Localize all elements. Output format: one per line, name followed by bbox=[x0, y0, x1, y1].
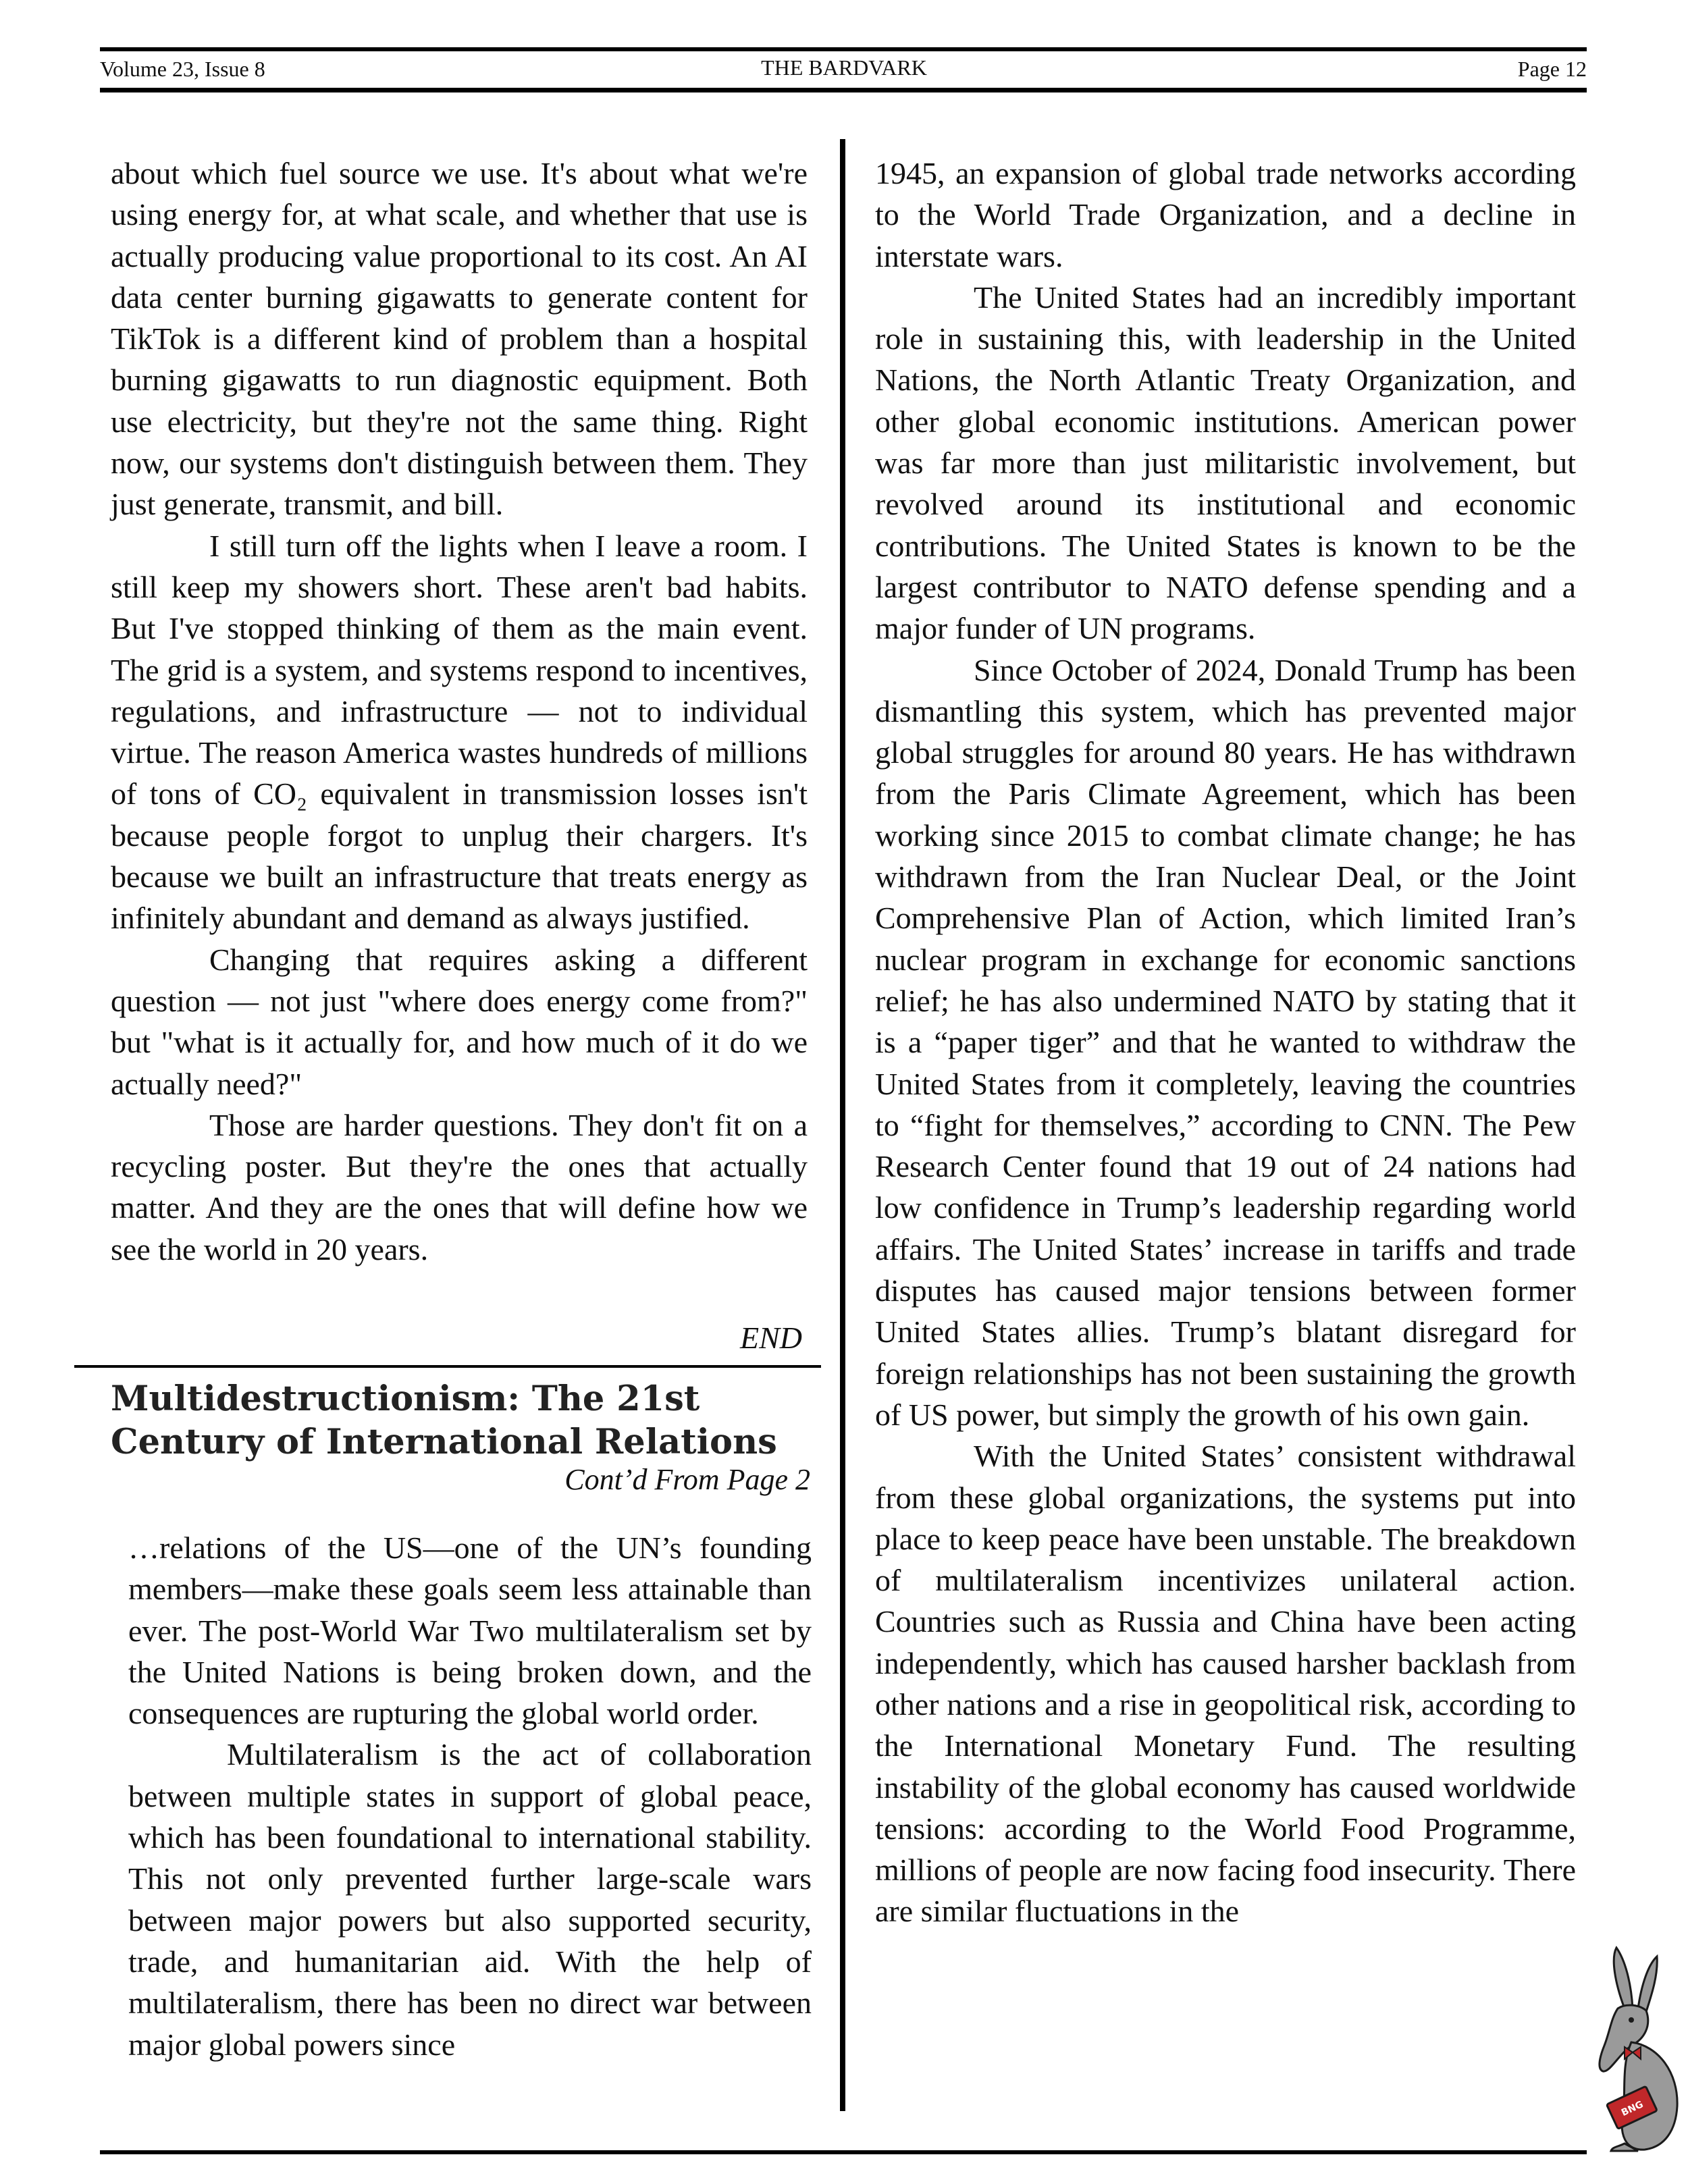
paragraph: …relations of the US—one of the UN’s founding members—make these goals seem less attainable than ever. The post-World War Two multilateralism set by the United Nations is being broken down, and the consequences are rupturing the global world order. bbox=[128, 1530, 812, 1731]
article-end-marker: END bbox=[740, 1321, 802, 1355]
aardvark-mascot-icon bbox=[1584, 1944, 1685, 2154]
article-right-column bbox=[875, 153, 1576, 1932]
paragraph: Since October of 2024, Donald Trump has been dismantling this system, which has prevented major global struggles for around 80 years. He has withdrawn from the Paris Climate Agreement, which has been working since 2015 to combat climate change; he has withdrawn from the Iran Nuclear Deal, or the Joint Comprehensive Plan of Action, which limited Iran’s nuclear program in exchange for economic sanctions relief; he has also undermined NATO by stating that it is a “paper tiger” and that he wanted to withdraw the United States from it completely, leaving the countries to “fight for themselves,” according to CNN. The Pew Research Center found that 19 out of 24 nations had low confidence in Trump’s leadership regarding world affairs. The United States’ increase in tariffs and trade disputes has caused major tensions between former United States allies. Trump’s blatant disregard for foreign relationships has not been sustaining the growth of US power, but simply the growth of his own gain. bbox=[875, 652, 1576, 1432]
issue-label: Volume 23, Issue 8 bbox=[100, 57, 265, 81]
paragraph: about which fuel source we use. It's about what we're using energy for, at what scale, and whether that use is actually producing value proportional to its cost. An AI data center burning gigawatts to generate content for TikTok is a different kind of problem than a hospital burning gigawatts to run diagnostic equipment. Both use electricity, but they're not the same thing. Right now, our systems don't distinguish between them. They just generate, transmit, and bill. bbox=[111, 156, 808, 522]
publication-title: THE BARDVARK bbox=[761, 55, 927, 80]
paragraph: The United States had an incredibly important role in sustaining this, with leadership in the United Nations, the North Atlantic Treaty Organization, and other global economic institutions. American power was far more than just militaristic involvement, but revolved around its institutional and economic contributions. The United States is known to be the largest contributor to NATO defense spending and a major funder of UN programs. bbox=[875, 279, 1576, 646]
mascot-book-label: BNG bbox=[1619, 2099, 1645, 2119]
paragraph: Those are harder questions. They don't fit on a recycling poster. But they're the ones that actually matter. And they are the ones that will define how we see the world in 20 years. bbox=[111, 1107, 808, 1267]
article-divider bbox=[74, 1365, 821, 1368]
footer-rule bbox=[100, 2150, 1587, 2154]
column-divider bbox=[840, 139, 845, 2111]
previous-article-text bbox=[111, 153, 808, 1270]
continued-from-label: Cont’d From Page 2 bbox=[564, 1463, 810, 1496]
paragraph: With the United States’ consistent withdrawal from these global organizations, the systems put into place to keep peace have been unstable. The breakdown of multilateralism incentivizes unilateral action. Countries such as Russia and China have been acting independently, which has caused harsher backlash from other nations and a rise in geopolitical risk, according to the International Monetary Fund. The resulting instability of the global economy has caused worldwide tensions: according to the World Food Programme, millions of people are now facing food insecurity. There are similar fluctuations in the bbox=[875, 1439, 1576, 1929]
paragraph: Changing that requires asking a different question — not just "where does energy come from?" but "what is it actually for, and how much of it do we actually need?" bbox=[111, 942, 808, 1101]
page-number: Page 12 bbox=[1517, 57, 1587, 81]
paragraph: I still turn off the lights when I leave a room. I still keep my showers short. These aren't bad habits. But I've stopped thinking of them as the main event. The grid is a system, and systems respond to incentives, regulations, and infrastructure — not to individual virtue. The reason America wastes hundreds of millions of tons of CO₂ equivalent in transmission losses isn't because people forgot to unplug their chargers. It's because we built an infrastructure that treats energy as infinitely abundant and demand as always justified. bbox=[111, 528, 808, 936]
article-left-column bbox=[128, 1527, 812, 2065]
header-bottom-rule bbox=[100, 88, 1587, 92]
paragraph: 1945, an expansion of global trade networks according to the World Trade Organization, and a decline in interstate wars. bbox=[875, 156, 1576, 273]
article-headline: Multidestructionism: The 21st Century of International Relations bbox=[111, 1379, 777, 1462]
paragraph: Multilateralism is the act of collaboration between multiple states in support of global peace, which has been foundational to international stability. This not only prevented further large-scale wars between major powers but also supported security, trade, and humanitarian aid. With the help of multilateralism, there has been no direct war between major global powers since bbox=[128, 1737, 812, 2062]
header-top-rule bbox=[100, 47, 1587, 51]
